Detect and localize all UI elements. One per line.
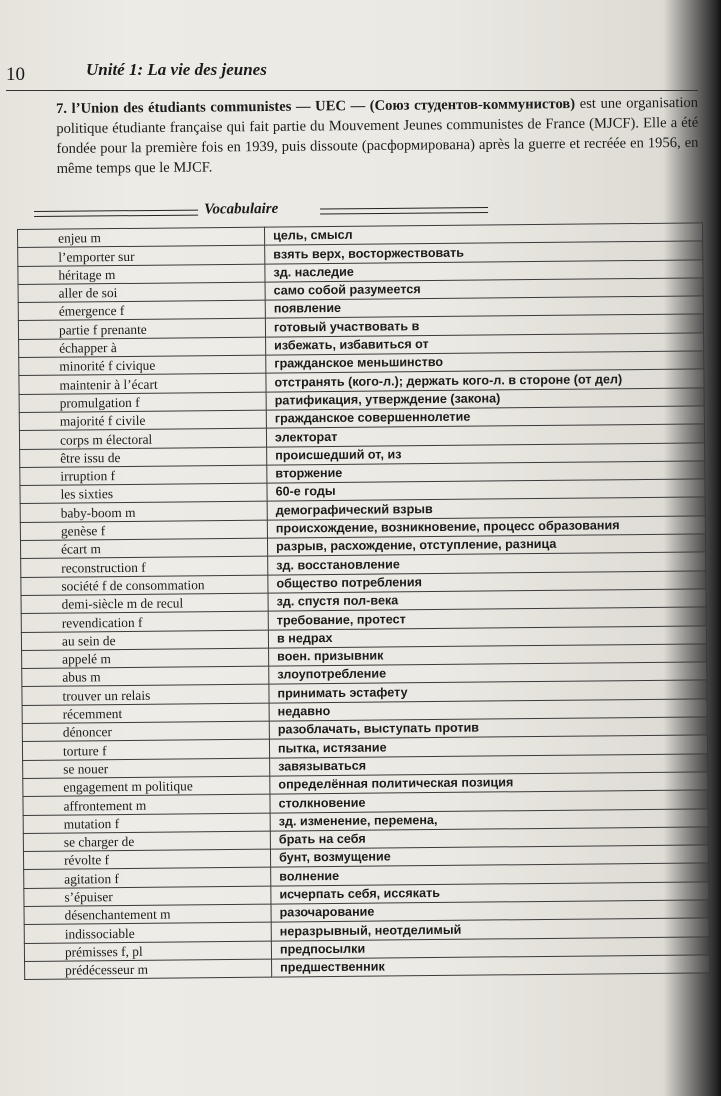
russian-translation: общество потребления — [268, 571, 706, 594]
russian-translation: пытка, истязание — [269, 735, 707, 758]
russian-translation: электорат — [266, 424, 704, 447]
french-term: indissociable — [24, 922, 271, 943]
page-header — [6, 58, 696, 86]
french-term: agitation f — [24, 867, 271, 888]
russian-translation: волнение — [271, 863, 709, 886]
vocabulary-table — [17, 222, 710, 980]
note-lead: l’Union des étudiants communistes — UEC — (Союз студентов-коммунистов) — [71, 96, 576, 117]
russian-translation: цель, смысл — [264, 223, 702, 246]
russian-translation: исчерпать себя, иссякать — [271, 882, 709, 905]
french-term: affrontement m — [23, 794, 270, 815]
russian-translation: неразрывный, неотделимый — [271, 918, 709, 941]
russian-translation: появление — [265, 296, 703, 319]
french-term: enjeu m — [18, 227, 265, 248]
russian-translation: зд. изменение, перемена, — [270, 808, 708, 831]
french-term: société f de consommation — [21, 575, 268, 596]
french-term: abus m — [22, 666, 269, 687]
french-term: s’épuiser — [24, 886, 271, 907]
russian-translation: отстранять (кого-л.); держать кого-л. в стороне (от дел) — [266, 369, 704, 392]
note-text: est une organisation politique étudiante française qui fait partie du Mouvement Jeunes communistes de France (MJCF). Elle a été fondée pour la première fois en 1939, puis dissoute (расформирована) après la guerre et recréée en 1956, en même temps que le MJCF. — [56, 94, 699, 177]
unit-title: Unité 1: La vie des jeunes — [86, 60, 267, 79]
russian-translation: само собой разумеется — [265, 278, 703, 301]
russian-translation: зд. восстановление — [268, 552, 706, 575]
vocabulary-heading — [34, 199, 454, 225]
french-term: prémisses f, pl — [24, 941, 271, 962]
russian-translation: готовый участвовать в — [265, 314, 703, 337]
heading-rule-right — [320, 207, 488, 214]
russian-translation: происшедший от, из — [267, 442, 705, 465]
french-term: partie f prenante — [18, 319, 265, 340]
russian-translation: разрыв, расхождение, отступление, разница — [267, 534, 705, 557]
heading-rule-left — [34, 210, 198, 217]
french-term: héritage m — [18, 264, 265, 285]
russian-translation: разоблачать, выступать против — [269, 717, 707, 740]
french-term: être issu de — [20, 447, 267, 468]
french-term: genèse f — [20, 520, 267, 541]
russian-translation: происхождение, возникновение, процесс образования — [267, 516, 705, 539]
russian-translation: 60-е годы — [267, 479, 705, 502]
french-term: dénoncer — [22, 721, 269, 742]
russian-translation: предшественник — [272, 955, 710, 978]
note-number: 7. — [56, 100, 68, 117]
french-term: se charger de — [23, 831, 270, 852]
french-term: émergence f — [18, 300, 265, 321]
french-term: engagement m politique — [23, 776, 270, 797]
french-term: l’emporter sur — [18, 245, 265, 266]
russian-translation: злоупотребление — [269, 662, 707, 685]
french-term: irruption f — [20, 465, 267, 486]
french-term: prédécesseur m — [25, 959, 272, 980]
russian-translation: вторжение — [267, 461, 705, 484]
russian-translation: взять верх, восторжествовать — [265, 241, 703, 264]
russian-translation: предпосылки — [271, 936, 709, 959]
vocabulary-title: Vocabulaire — [203, 200, 279, 218]
french-term: majorité f civile — [19, 410, 266, 431]
russian-translation: столкновение — [270, 790, 708, 813]
russian-translation: определённая политическая позиция — [270, 772, 708, 795]
french-term: récemment — [22, 703, 269, 724]
russian-translation: гражданское меньшинство — [266, 351, 704, 374]
page-number: 10 — [6, 64, 25, 85]
french-term: désenchantement m — [24, 904, 271, 925]
russian-translation: зд. спустя пол-века — [268, 589, 706, 612]
russian-translation: зд. наследие — [265, 260, 703, 283]
french-term: échapper à — [19, 337, 266, 358]
french-term: aller de soi — [18, 282, 265, 303]
french-term: promulgation f — [19, 392, 266, 413]
vocabulary-table-wrapper — [17, 222, 709, 980]
french-term: maintenir à l’écart — [19, 373, 266, 394]
russian-translation: принимать эстафету — [269, 680, 707, 703]
russian-translation: демографический взрыв — [267, 497, 705, 520]
russian-translation: брать на себя — [270, 827, 708, 850]
french-term: écart m — [20, 538, 267, 559]
french-term: corps m électoral — [19, 428, 266, 449]
russian-translation: разочарование — [271, 900, 709, 923]
footnote-7 — [56, 93, 699, 179]
french-term: baby-boom m — [20, 502, 267, 523]
french-term: appelé m — [22, 648, 269, 669]
russian-translation: недавно — [269, 699, 707, 722]
vocabulary-rows — [18, 223, 710, 980]
french-term: révolte f — [23, 849, 270, 870]
russian-translation: завязываться — [270, 754, 708, 777]
french-term: torture f — [22, 739, 269, 760]
french-term: les sixties — [20, 483, 267, 504]
french-term: mutation f — [23, 813, 270, 834]
russian-translation: ратификация, утверждение (закона) — [266, 388, 704, 411]
french-term: demi-siècle m de recul — [21, 593, 268, 614]
russian-translation: избежать, избавиться от — [266, 333, 704, 356]
french-term: reconstruction f — [21, 556, 268, 577]
russian-translation: требование, протест — [268, 607, 706, 630]
french-term: au sein de — [21, 630, 268, 651]
french-term: revendication f — [21, 611, 268, 632]
russian-translation: в недрах — [268, 625, 706, 648]
russian-translation: гражданское совершеннолетие — [266, 406, 704, 429]
russian-translation: бунт, возмущение — [270, 845, 708, 868]
french-term: se nouer — [23, 758, 270, 779]
french-term: minorité f civique — [19, 355, 266, 376]
header-rule — [6, 90, 698, 91]
russian-translation: воен. призывник — [269, 644, 707, 667]
french-term: trouver un relais — [22, 685, 269, 706]
